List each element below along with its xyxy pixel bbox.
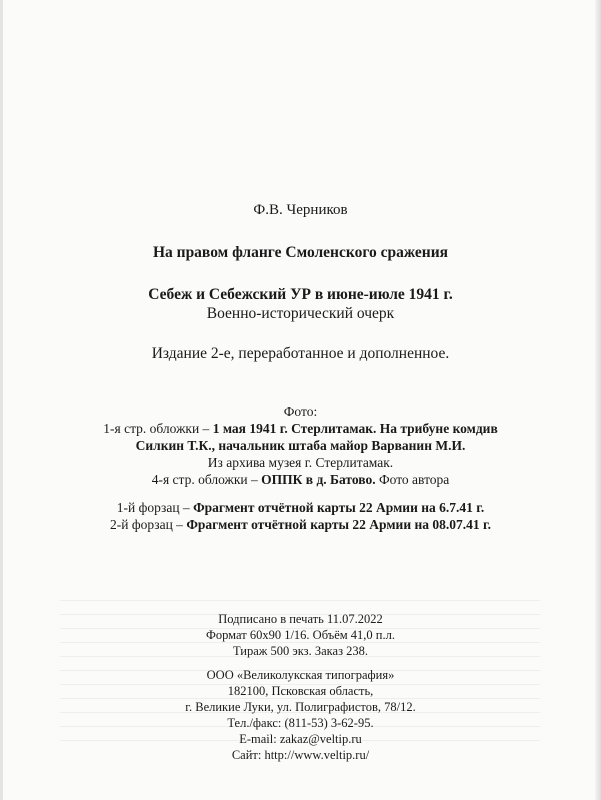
imprint-format: Формат 60х90 1/16. Объём 41,0 п.л.	[206, 628, 395, 642]
cover4-prefix: 4-я стр. обложки –	[151, 472, 262, 487]
printer-website: Сайт: http://www.veltip.ru/	[231, 748, 370, 762]
endpaper2-caption: Фрагмент отчётной карты 22 Армии на 08.07.41 г.	[186, 517, 491, 532]
cover4-credit	[0, 472, 601, 488]
endpaper2-prefix: 2-й форзац –	[110, 517, 187, 532]
cover4-caption: ОППК в д. Батово.	[261, 472, 376, 487]
imprint-signed: Подписано в печать 11.07.2022	[218, 612, 383, 626]
genre: Военно-исторический очерк	[206, 305, 395, 322]
endpaper1-caption: Фрагмент отчётной карты 22 Армии на 6.7.41 г.	[193, 500, 485, 515]
printer-phone: Тел./факс: (811-53) 3-62-95.	[227, 716, 374, 730]
endpaper2-credit	[0, 517, 601, 533]
cover4-suffix: Фото автора	[375, 472, 450, 487]
edition-note: Издание 2-е, переработанное и дополненное.	[151, 345, 450, 362]
printer-zip: 182100, Псковская область,	[227, 684, 374, 698]
cover1-prefix: 1-я стр. обложки –	[103, 421, 213, 436]
photo-heading: Фото:	[283, 404, 318, 419]
printer-email: E-mail: zakaz@veltip.ru	[239, 732, 362, 746]
endpaper1-prefix: 1-й форзац –	[116, 500, 194, 515]
cover1-caption-line2: Силкин Т.К., начальник штаба майор Варванин М.И.	[135, 438, 466, 453]
cover1-credit	[0, 421, 601, 437]
printer-name: ООО «Великолукская типография»	[206, 668, 395, 682]
imprint-print-run: Тираж 500 экз. Заказ 238.	[232, 644, 369, 658]
endpaper1-credit	[0, 500, 601, 516]
author: Ф.В. Черников	[253, 202, 348, 218]
printer-address: г. Великие Луки, ул. Полиграфистов, 78/12.	[185, 700, 416, 714]
cover1-caption: 1 мая 1941 г. Стерлитамак. На трибуне комдив	[212, 421, 498, 436]
book-subtitle: Себеж и Себежский УР в июне-июле 1941 г.	[148, 286, 453, 303]
book-title: На правом фланге Смоленского сражения	[152, 244, 449, 261]
archive-credit: Из архива музея г. Стерлитамак.	[207, 455, 394, 470]
